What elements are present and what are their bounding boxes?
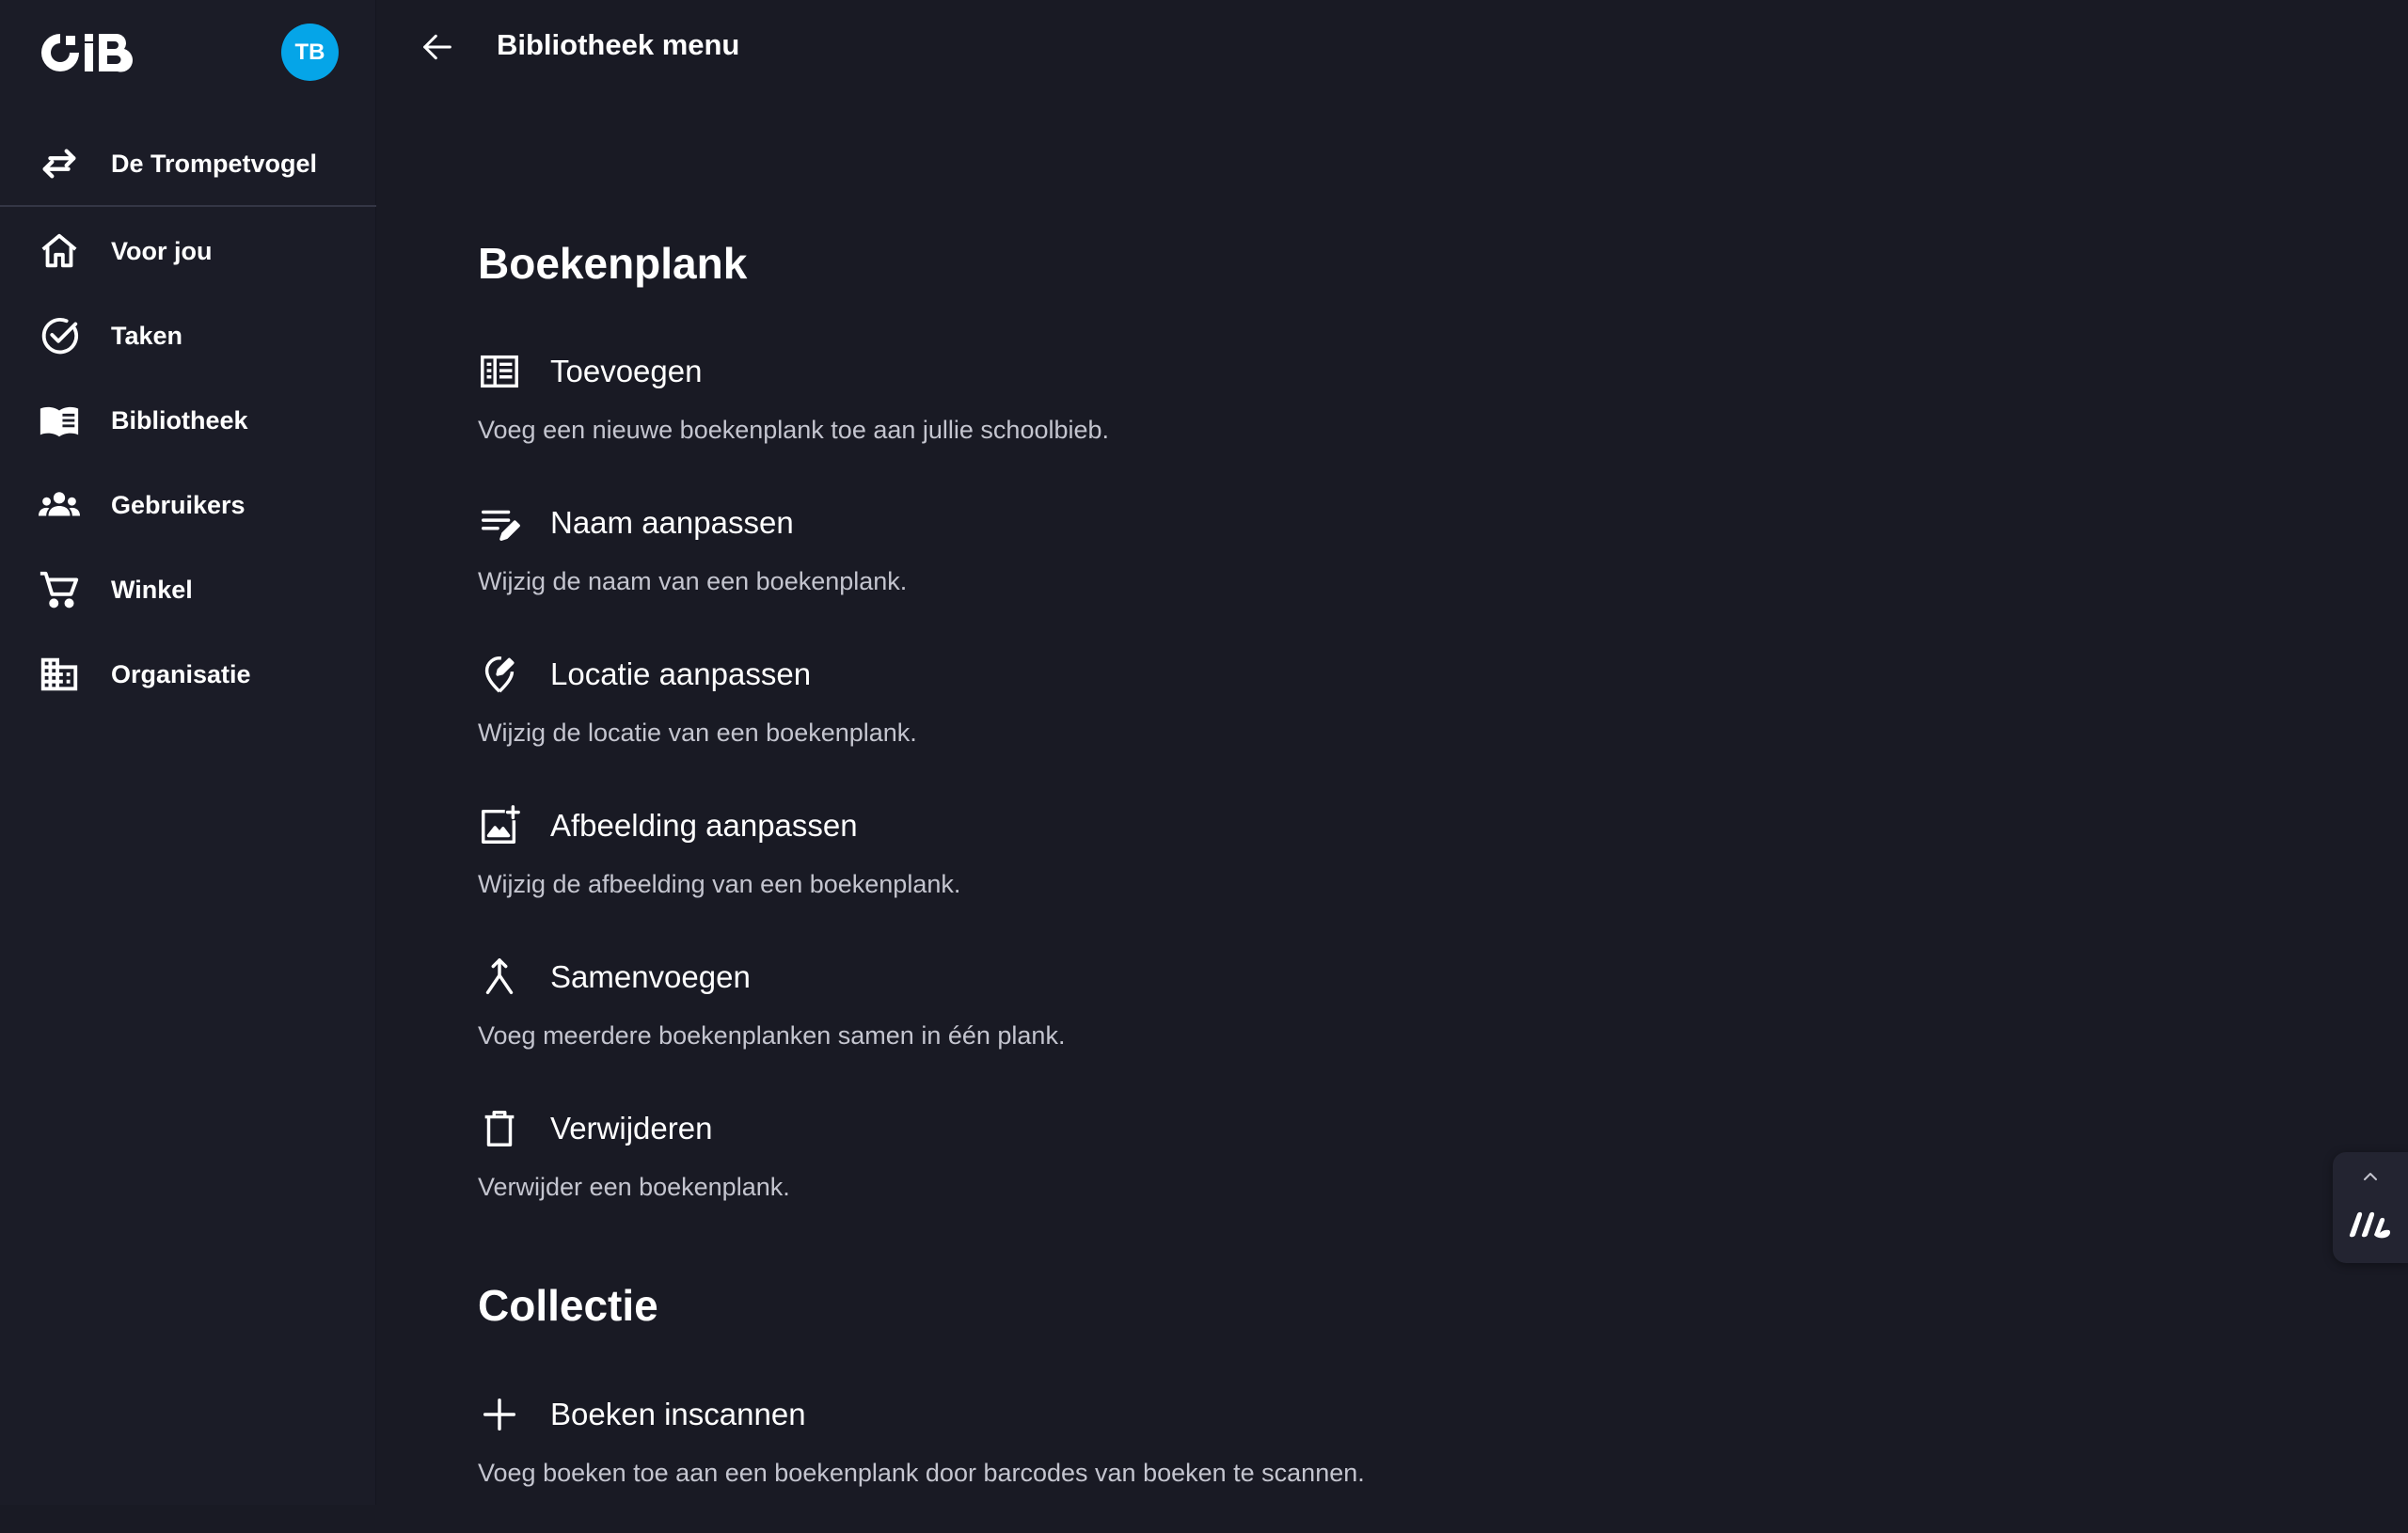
sidebar-item-organisatie[interactable] — [0, 632, 376, 717]
widget-logo-icon[interactable] — [2346, 1205, 2395, 1242]
menu-item-description: Voeg meerdere boekenplanken samen in één plank. — [478, 1021, 1066, 1050]
book-icon — [38, 399, 81, 442]
menu-item-description: Verwijder een boekenplank. — [478, 1173, 790, 1201]
sidebar-item-bibliotheek[interactable] — [0, 378, 376, 463]
image-add-icon — [478, 804, 521, 847]
arrow-left-icon — [419, 28, 456, 66]
sidebar-nav — [0, 209, 376, 717]
oib-logo-icon — [38, 28, 134, 77]
menu-item-description: Wijzig de afbeelding van een boekenplank. — [478, 870, 961, 898]
building-icon — [38, 653, 81, 696]
menu-item-toevoegen[interactable] — [478, 339, 2077, 490]
collectie-menu — [478, 1382, 2077, 1533]
home-icon — [38, 229, 81, 273]
school-switcher[interactable] — [0, 122, 376, 207]
edit-text-icon — [478, 501, 521, 545]
plus-icon — [478, 1393, 521, 1436]
sidebar-item-gebruikers[interactable] — [0, 463, 376, 547]
shelf-add-icon — [478, 350, 521, 393]
sidebar-item-label: Organisatie — [111, 659, 251, 688]
menu-item-locatie-aanpassen[interactable] — [478, 641, 2077, 793]
menu-item-label: Verwijderen — [550, 1111, 713, 1146]
sidebar-item-winkel[interactable] — [0, 547, 376, 632]
menu-item-description: Voeg boeken toe aan een boekenplank door barcodes van boeken te scannen. — [478, 1459, 1365, 1487]
merge-icon — [478, 956, 521, 999]
menu-item-label: Samenvoegen — [550, 959, 751, 994]
section-title-boekenplank: Boekenplank — [478, 239, 748, 288]
sidebar-item-label: Voor jou — [111, 236, 213, 265]
menu-item-description: Wijzig de locatie van een boekenplank. — [478, 719, 917, 747]
menu-item-label: Naam aanpassen — [550, 505, 794, 540]
boekenplank-menu — [478, 339, 2077, 1247]
floating-widget — [2333, 1152, 2408, 1263]
chevron-up-icon[interactable] — [2359, 1165, 2382, 1188]
swap-icon — [38, 142, 81, 185]
topbar — [376, 0, 2408, 94]
sidebar-item-voor-jou[interactable] — [0, 209, 376, 293]
menu-item-label: Locatie aanpassen — [550, 656, 812, 691]
menu-item-label: Toevoegen — [550, 354, 703, 388]
user-avatar[interactable] — [281, 24, 339, 81]
sidebar-item-label: Taken — [111, 321, 183, 350]
sidebar-item-label: Bibliotheek — [111, 405, 248, 435]
menu-item-label: Boeken inscannen — [550, 1397, 806, 1431]
menu-item-label: Afbeelding aanpassen — [550, 808, 858, 843]
menu-item-samenvoegen[interactable] — [478, 944, 2077, 1096]
school-name: De Trompetvogel — [111, 149, 318, 178]
app-logo[interactable] — [38, 28, 134, 77]
sidebar-item-label: Gebruikers — [111, 490, 246, 519]
page-title: Bibliotheek menu — [497, 28, 740, 61]
menu-item-verwijderen[interactable] — [478, 1096, 2077, 1247]
users-icon — [38, 483, 81, 527]
avatar-initials: TB — [294, 39, 325, 65]
menu-item-boeken-inscannen[interactable] — [478, 1382, 2077, 1533]
section-title-collectie: Collectie — [478, 1281, 658, 1330]
sidebar-item-taken[interactable] — [0, 293, 376, 378]
menu-item-naam-aanpassen[interactable] — [478, 490, 2077, 641]
menu-item-description: Voeg een nieuwe boekenplank toe aan jullie schoolbieb. — [478, 416, 1110, 444]
cart-icon — [38, 568, 81, 611]
sidebar-item-label: Winkel — [111, 575, 193, 604]
back-button[interactable] — [416, 25, 459, 69]
trash-icon — [478, 1107, 521, 1150]
check-circle-icon — [38, 314, 81, 357]
sidebar — [0, 0, 376, 1505]
location-edit-icon — [478, 653, 521, 696]
menu-item-afbeelding-aanpassen[interactable] — [478, 793, 2077, 944]
menu-item-description: Wijzig de naam van een boekenplank. — [478, 567, 908, 595]
